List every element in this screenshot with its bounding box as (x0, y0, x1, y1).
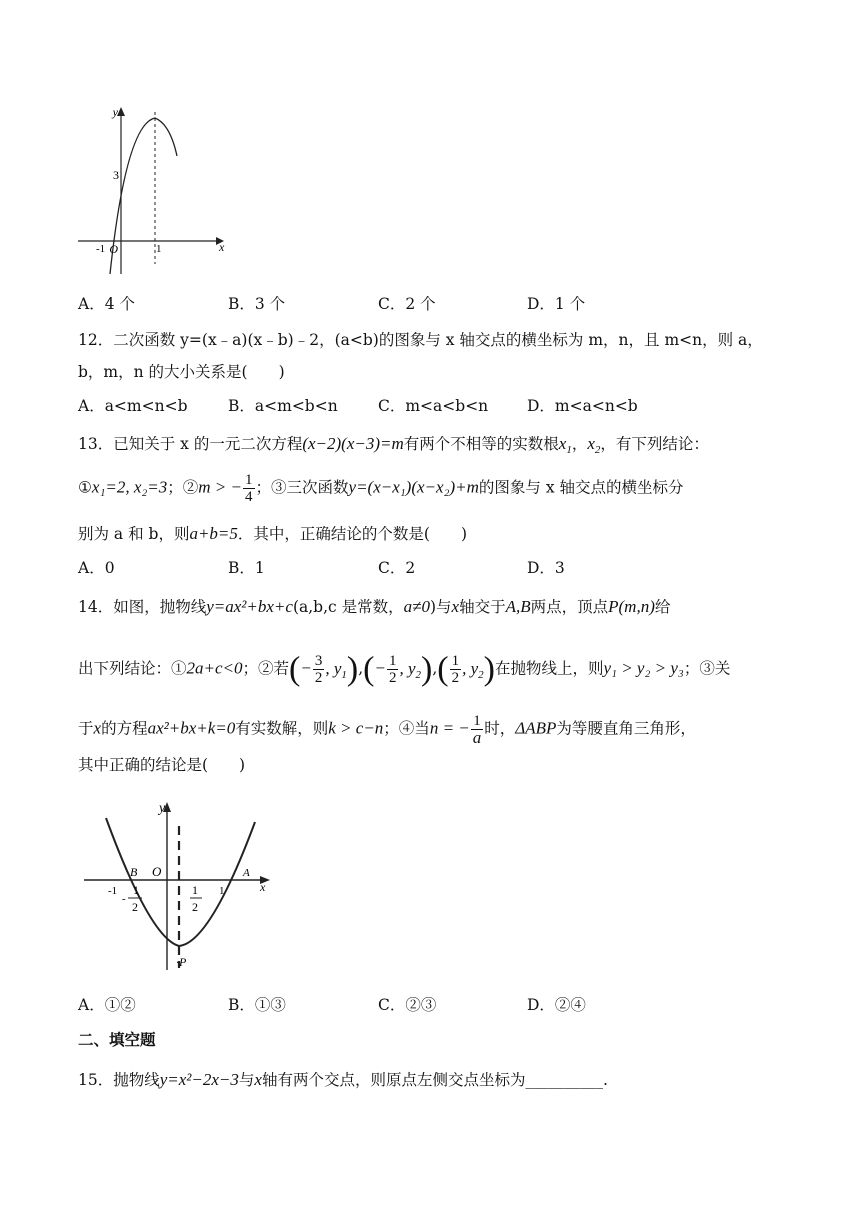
q14-point-3-frac: $\frac{1}{2}$ (451, 653, 460, 686)
graph-2-label-a: A (243, 867, 250, 879)
q14-text-16: 为等腰直角三角形， (556, 719, 696, 738)
q14-text-9: 在抛物线上，则 (494, 659, 604, 678)
q13-option-a: A．0 (78, 559, 115, 577)
q14-text-13: 有实数解，则 (235, 719, 329, 738)
q13-equation: (x−2)(x−3)=m (302, 434, 404, 453)
q14-point-1-frac: $\frac{3}{2}$ (314, 653, 323, 686)
q15-equation: y=x²−2x−3 (159, 1070, 239, 1089)
q14-x: x (451, 597, 460, 616)
q13-text-4: 的图象与 x 轴交点的横坐标分 (478, 478, 684, 497)
q14-option-c: C．②③ (378, 996, 437, 1014)
graph-1-x-label: x (219, 240, 225, 254)
graph-2-x-label: x (260, 880, 266, 894)
q14-x-2: x (93, 718, 102, 738)
q14-inequality-2: k > c−n (328, 718, 384, 738)
q14-triangle: ΔABP (515, 718, 557, 738)
q13-text-2: 有两个不相等的实数根 (403, 435, 559, 453)
q14-n-eq: n = − (429, 718, 470, 738)
q14-option-b: B．①③ (228, 996, 286, 1014)
q15-x: x (254, 1070, 262, 1089)
q14-text-15: 时， (484, 719, 516, 738)
q13-conclusion-3: y=(x−x₁)(x−x₂)+m (348, 477, 479, 497)
graph-2-tick-1: 1 (219, 885, 225, 897)
graph-1-tick-3: 3 (113, 168, 119, 182)
q12-line-2: b，m，n 的大小关系是( ) (78, 363, 285, 381)
q14-text-4: 轴交于 (459, 598, 506, 616)
q12-option-d: D．m<a<n<b (527, 397, 638, 415)
q12-option-b: B．a<m<b<n (228, 397, 338, 415)
graph-2-neg-half-den: 2 (132, 900, 138, 914)
q11-option-b: B．3 个 (228, 295, 286, 313)
q13-line-3 (78, 524, 467, 544)
q13-option-d: D．3 (527, 559, 565, 577)
graph-2-tick-neg1: -1 (108, 885, 118, 897)
q14-text-6: 给 (654, 598, 671, 616)
q14-a-ne: a≠0 (403, 597, 430, 616)
q14-equation-2: ax²+bx+k=0 (147, 718, 236, 738)
q14-point-2-frac: $\frac{1}{2}$ (388, 653, 397, 686)
graph-2 (80, 798, 280, 978)
q11-option-c: C．2 个 (378, 295, 436, 313)
graph-2-neg-half-num: 1 (133, 883, 139, 897)
q14-text-1: 14．如图，抛物线 (78, 598, 207, 616)
q14-text-7: 出下列结论：① (78, 659, 187, 678)
graph-2-half-den: 2 (192, 900, 198, 914)
q14-vertex: P(m,n) (608, 597, 655, 616)
q14-ab: A,B (505, 597, 531, 616)
q11-option-d: D．1 个 (527, 295, 586, 313)
q14-option-d: D．②④ (527, 996, 586, 1014)
q15-text-3: 轴有两个交点，则原点左侧交点坐标为__________. (261, 1071, 608, 1089)
section-heading: 二、填空题 (78, 1030, 156, 1049)
graph-2-label-b: B (130, 865, 138, 879)
q14-option-a: A．①② (78, 996, 136, 1014)
graph-1-y-label: y (112, 105, 118, 119)
graph-2-half-num: 1 (192, 883, 198, 897)
q13-sum: a+b=5 (189, 524, 238, 543)
graph-1 (74, 104, 234, 276)
q12-line-1: 12．二次函数 y=(x﹣a)(x﹣b)﹣2，(a<b)的图象与 x 轴交点的横坐标为 m，n，且 m<n，则 a， (78, 331, 763, 349)
graph-2-label-p: ·P (176, 955, 187, 969)
q13-conclusion-1: x₁=2, x₂=3 (91, 477, 168, 497)
graph-1-tick-neg1: -1 (96, 243, 106, 255)
q14-text-2: (a,b,c 是常数， (292, 598, 404, 616)
q13-mark-1: ① (78, 478, 92, 497)
q14-conclusion-1: 2a+c<0 (186, 658, 243, 678)
q13-option-b: B．1 (228, 559, 265, 577)
q14-text-10: ；③关 (683, 659, 731, 678)
q14-text-12: 的方程 (101, 719, 148, 738)
graph-1-tick-1: 1 (156, 243, 162, 255)
q11-option-a: A．4 个 (78, 295, 135, 313)
q12-option-c: C．m<a<b<n (378, 397, 489, 415)
q13-fraction: $\frac{1}{4}$ (245, 472, 253, 505)
q13-text-5: 别为 a 和 b，则 (78, 525, 190, 543)
q13-line-2 (78, 472, 684, 505)
q14-text-3: )与 (429, 598, 452, 616)
q15-line (78, 1070, 608, 1090)
q14-line-1 (78, 597, 670, 617)
q12-option-a: A．a<m<n<b (78, 397, 188, 415)
q13-mark-2: ；② (167, 478, 199, 497)
q14-line-4: 其中正确的结论是( ) (78, 756, 246, 774)
q13-text-3: ，有下列结论： (600, 435, 709, 453)
q15-text-2: 与 (238, 1071, 255, 1089)
q14-text-11: 于 (78, 719, 94, 738)
q13-text-6: ．其中，正确结论的个数是( ) (237, 525, 468, 543)
q13-conclusion-2: m > − (198, 477, 243, 497)
q14-text-14: ；④当 (383, 719, 430, 738)
graph-1-origin: O (109, 242, 118, 256)
graph-2-label-o: O (152, 864, 162, 879)
q14-n-frac: $\frac{1}{a}$ (472, 713, 482, 747)
svg-text:-: - (122, 893, 126, 905)
q14-text-8: ；②若 (242, 659, 290, 678)
q14-inequality: y₁ > y₂ > y₃ (603, 658, 684, 678)
q13-mark-3: ；③三次函数 (255, 478, 349, 497)
q14-line-3 (78, 713, 696, 746)
q13-line-1: 13．已知关于 x 的一元二次方程(x−2)(x−3)=m有两个不相等的实数根$x_1$，$x_2$，有下列结论： (78, 434, 709, 456)
q14-equation: y=ax²+bx+c (206, 597, 293, 616)
q13-option-c: C．2 (378, 559, 416, 577)
q14-line-2: 出下列结论：①2a+c<0；②若(− $\frac{3}{2}$ , $y_1),(-$ $\frac{1}{2}$ , $y_2$),( $\frac{1}{2}$ , $y_2$)在抛物线上，则y₁ > y₂ > y₃；③关 (78, 650, 731, 688)
q15-text-1: 15．抛物线 (78, 1071, 160, 1089)
q13-text-1: 13．已知关于 x 的一元二次方程 (78, 435, 303, 453)
q14-text-5: 两点，顶点 (530, 598, 609, 616)
graph-2-y-label: y (159, 801, 166, 816)
